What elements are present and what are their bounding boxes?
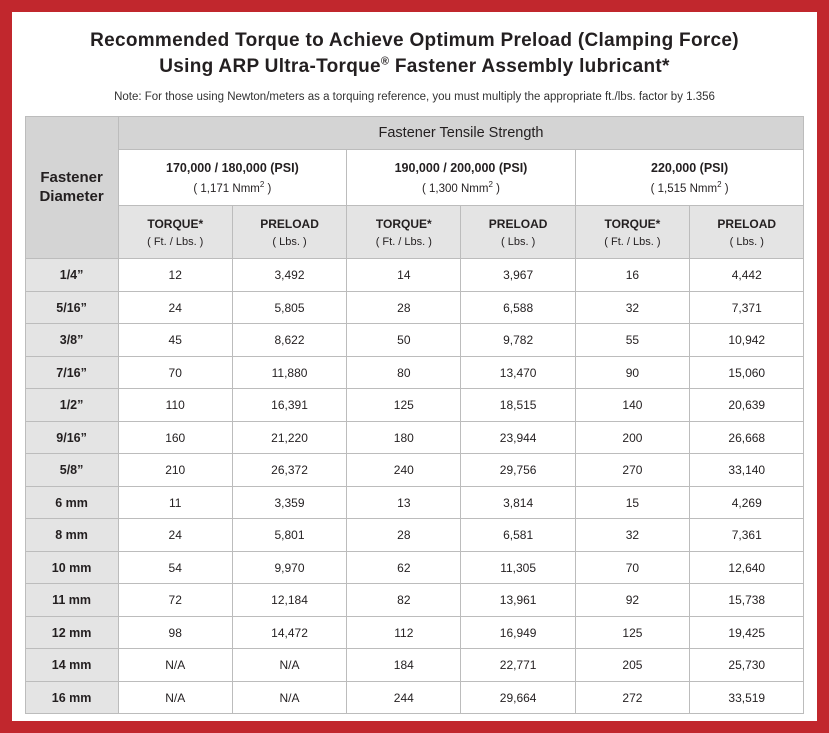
- table-row: [25, 389, 804, 422]
- cell-preload: 14,472: [232, 616, 346, 649]
- cell-torque: 45: [118, 324, 232, 357]
- table-row: [25, 291, 804, 324]
- cell-torque: 50: [347, 324, 461, 357]
- cell-torque: 240: [347, 454, 461, 487]
- cell-preload: 25,730: [690, 649, 804, 682]
- cell-preload: 13,961: [461, 584, 575, 617]
- cell-torque: 70: [575, 551, 689, 584]
- cell-fastener-diameter: 6 mm: [25, 486, 118, 519]
- cell-preload: 22,771: [461, 649, 575, 682]
- cell-preload: 26,668: [690, 421, 804, 454]
- note-text: Note: For those using Newton/meters as a torquing reference, you must multiply the appropriate ft./lbs. factor by 1.356: [114, 91, 715, 104]
- table-row: [25, 519, 804, 552]
- table-row: [25, 649, 804, 682]
- grade-psi-3: 220,000 (PSI): [651, 160, 729, 175]
- cell-torque: 180: [347, 421, 461, 454]
- cell-torque: 82: [347, 584, 461, 617]
- cell-preload: 7,361: [690, 519, 804, 552]
- title-line-1: Recommended Torque to Achieve Optimum Preload (Clamping Force): [90, 30, 739, 51]
- cell-preload: 29,664: [461, 681, 575, 714]
- header-fastener-tensile-strength: Fastener Tensile Strength: [118, 117, 804, 150]
- cell-fastener-diameter: 1/4”: [25, 259, 118, 292]
- cell-torque: N/A: [118, 681, 232, 714]
- cell-torque: 90: [575, 356, 689, 389]
- registered-mark: ®: [380, 55, 390, 68]
- table-row: [25, 551, 804, 584]
- cell-torque: 12: [118, 259, 232, 292]
- cell-torque: 11: [118, 486, 232, 519]
- cell-fastener-diameter: 7/16”: [25, 356, 118, 389]
- cell-preload: 15,060: [690, 356, 804, 389]
- cell-preload: 12,640: [690, 551, 804, 584]
- cell-preload: N/A: [232, 649, 346, 682]
- cell-preload: 3,814: [461, 486, 575, 519]
- table-body: [25, 259, 804, 714]
- diameter-header-line-2: Diameter: [39, 187, 104, 205]
- table-row: [25, 324, 804, 357]
- cell-torque: 125: [347, 389, 461, 422]
- subheader-torque-2: TORQUE* ( Ft. / Lbs. ): [347, 206, 461, 259]
- cell-preload: 26,372: [232, 454, 346, 487]
- cell-torque: 16: [575, 259, 689, 292]
- cell-fastener-diameter: 3/8”: [25, 324, 118, 357]
- cell-torque: 32: [575, 519, 689, 552]
- cell-preload: 5,805: [232, 291, 346, 324]
- cell-torque: 54: [118, 551, 232, 584]
- title-line-2-prefix: Using ARP Ultra-Torque: [159, 55, 381, 77]
- cell-torque: 112: [347, 616, 461, 649]
- cell-torque: 32: [575, 291, 689, 324]
- grade-column-1: [118, 150, 347, 206]
- table-row: [25, 454, 804, 487]
- cell-preload: 8,622: [232, 324, 346, 357]
- cell-fastener-diameter: 5/16”: [25, 291, 118, 324]
- cell-torque: 62: [347, 551, 461, 584]
- page-title: [32, 28, 797, 79]
- cell-preload: 3,967: [461, 259, 575, 292]
- cell-torque: 72: [118, 584, 232, 617]
- cell-fastener-diameter: 1/2”: [25, 389, 118, 422]
- cell-preload: N/A: [232, 681, 346, 714]
- torque-table: [25, 116, 805, 714]
- cell-preload: 10,942: [690, 324, 804, 357]
- grade-nmm-2: ( 1,300 Nmm$^2$ ): [421, 179, 500, 195]
- cell-torque: N/A: [118, 649, 232, 682]
- cell-preload: 33,519: [690, 681, 804, 714]
- grade-nmm-1: ( 1,171 Nmm$^2$ ): [193, 179, 272, 195]
- table-row: [25, 584, 804, 617]
- subheader-preload-3: PRELOAD ( Lbs. ): [690, 206, 804, 259]
- table-row: [25, 616, 804, 649]
- cell-preload: 3,359: [232, 486, 346, 519]
- cell-preload: 21,220: [232, 421, 346, 454]
- cell-preload: 4,442: [690, 259, 804, 292]
- cell-preload: 18,515: [461, 389, 575, 422]
- cell-preload: 29,756: [461, 454, 575, 487]
- cell-torque: 55: [575, 324, 689, 357]
- cell-fastener-diameter: 11 mm: [25, 584, 118, 617]
- cell-preload: 7,371: [690, 291, 804, 324]
- cell-torque: 80: [347, 356, 461, 389]
- cell-preload: 5,801: [232, 519, 346, 552]
- cell-torque: 15: [575, 486, 689, 519]
- cell-preload: 16,391: [232, 389, 346, 422]
- cell-fastener-diameter: 10 mm: [25, 551, 118, 584]
- table-header-row-grades: [25, 150, 804, 206]
- cell-preload: 20,639: [690, 389, 804, 422]
- cell-preload: 3,492: [232, 259, 346, 292]
- cell-preload: 6,588: [461, 291, 575, 324]
- cell-torque: 110: [118, 389, 232, 422]
- cell-torque: 160: [118, 421, 232, 454]
- cell-preload: 6,581: [461, 519, 575, 552]
- cell-torque: 28: [347, 291, 461, 324]
- cell-torque: 98: [118, 616, 232, 649]
- cell-torque: 244: [347, 681, 461, 714]
- cell-torque: 92: [575, 584, 689, 617]
- subheader-torque-1: TORQUE* ( Ft. / Lbs. ): [118, 206, 232, 259]
- cell-preload: 23,944: [461, 421, 575, 454]
- grade-psi-2: 190,000 / 200,000 (PSI): [394, 160, 528, 175]
- table-header-row-subcolumns: [25, 206, 804, 259]
- header-fastener-diameter: [25, 117, 118, 259]
- cell-torque: 270: [575, 454, 689, 487]
- cell-torque: 28: [347, 519, 461, 552]
- cell-torque: 70: [118, 356, 232, 389]
- cell-preload: 13,470: [461, 356, 575, 389]
- cell-preload: 4,269: [690, 486, 804, 519]
- cell-torque: 205: [575, 649, 689, 682]
- cell-fastener-diameter: 16 mm: [25, 681, 118, 714]
- diameter-header-line-1: Fastener: [40, 169, 103, 187]
- cell-preload: 11,305: [461, 551, 575, 584]
- cell-torque: 184: [347, 649, 461, 682]
- cell-torque: 14: [347, 259, 461, 292]
- title-line-2-suffix: Fastener Assembly lubricant*: [389, 55, 670, 77]
- document-page: [12, 12, 817, 721]
- cell-preload: 33,140: [690, 454, 804, 487]
- table-header-row-strength: [25, 117, 804, 150]
- table-row: [25, 356, 804, 389]
- table-row: [25, 421, 804, 454]
- cell-torque: 24: [118, 519, 232, 552]
- document-header: [12, 12, 817, 111]
- table-row: [25, 259, 804, 292]
- cell-torque: 272: [575, 681, 689, 714]
- table-row: [25, 681, 804, 714]
- cell-fastener-diameter: 8 mm: [25, 519, 118, 552]
- cell-preload: 16,949: [461, 616, 575, 649]
- cell-fastener-diameter: 9/16”: [25, 421, 118, 454]
- cell-fastener-diameter: 14 mm: [25, 649, 118, 682]
- subheader-preload-2: PRELOAD ( Lbs. ): [461, 206, 575, 259]
- cell-torque: 125: [575, 616, 689, 649]
- cell-preload: 12,184: [232, 584, 346, 617]
- grade-column-2: [347, 150, 576, 206]
- cell-preload: 9,782: [461, 324, 575, 357]
- cell-torque: 200: [575, 421, 689, 454]
- cell-preload: 11,880: [232, 356, 346, 389]
- subheader-torque-3: TORQUE* ( Ft. / Lbs. ): [575, 206, 689, 259]
- cell-torque: 13: [347, 486, 461, 519]
- cell-preload: 9,970: [232, 551, 346, 584]
- subheader-preload-1: PRELOAD ( Lbs. ): [232, 206, 346, 259]
- cell-fastener-diameter: 12 mm: [25, 616, 118, 649]
- cell-torque: 140: [575, 389, 689, 422]
- cell-torque: 210: [118, 454, 232, 487]
- grade-nmm-3: ( 1,515 Nmm$^2$ ): [650, 179, 729, 195]
- cell-torque: 24: [118, 291, 232, 324]
- grade-column-3: [575, 150, 804, 206]
- cell-preload: 19,425: [690, 616, 804, 649]
- table-row: [25, 486, 804, 519]
- cell-preload: 15,738: [690, 584, 804, 617]
- cell-fastener-diameter: 5/8”: [25, 454, 118, 487]
- grade-psi-1: 170,000 / 180,000 (PSI): [166, 160, 299, 175]
